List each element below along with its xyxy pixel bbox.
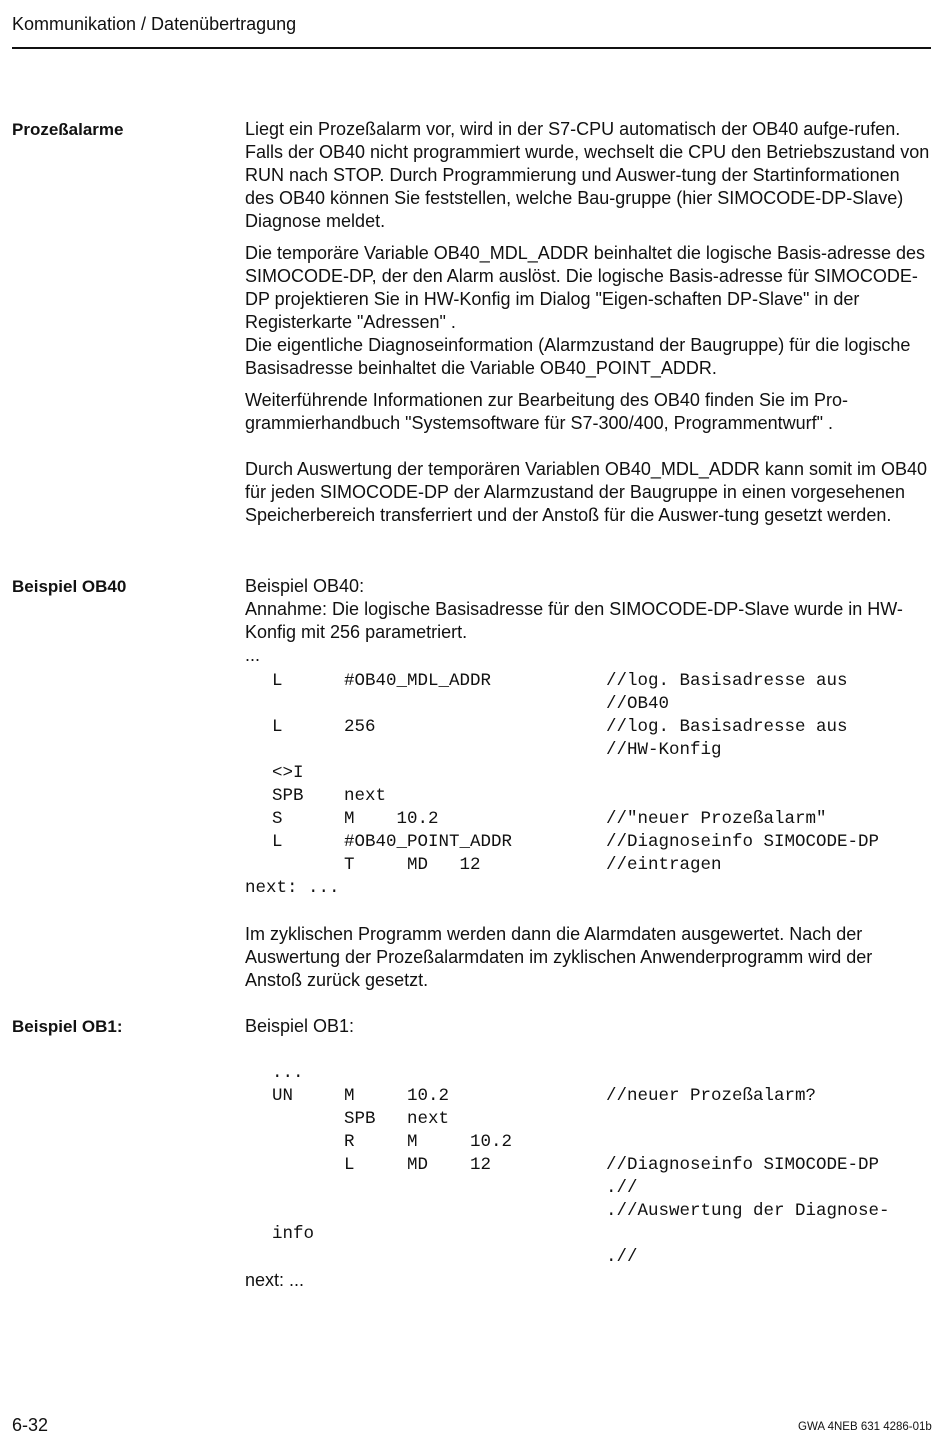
document-id: GWA 4NEB 631 4286-01b: [798, 1421, 932, 1433]
section-body-prozessalarme: [245, 118, 931, 527]
code-comment: //eintragen: [606, 855, 722, 875]
paragraph: Weiterführende Informationen zur Bearbeitung des OB40 finden Sie im Pro-grammierhandbuch "Systemsoftware für S7-300/400, Programmentwurf" .: [245, 390, 848, 433]
code-op: UN: [272, 1086, 294, 1106]
code-op: S: [272, 809, 283, 829]
page-number: 6-32: [12, 1415, 49, 1435]
code-comment: //OB40: [606, 694, 670, 714]
code-next-label: next: ...: [245, 878, 340, 898]
code-comment: //Diagnoseinfo SIMOCODE-DP: [606, 832, 880, 852]
code-comment: //Diagnoseinfo SIMOCODE-DP: [606, 1155, 880, 1175]
code-arg: R M 10.2: [344, 1132, 513, 1152]
header-rule: [12, 47, 931, 49]
section-outro-ob40: [245, 923, 931, 992]
code-arg: #OB40_MDL_ADDR: [344, 671, 492, 691]
code-next-label-ob1: next: ...: [245, 1270, 305, 1290]
running-header: Kommunikation / Datenübertragung: [12, 14, 297, 34]
code-arg: SPB next: [344, 1109, 450, 1129]
paragraph: Die eigentliche Diagnoseinformation (Alarmzustand der Baugruppe) für die logische Basisadresse beinhaltet die Variable OB40_POINT_ADDR.: [245, 335, 911, 378]
code-arg: 256: [344, 717, 376, 737]
code-comment: .//: [606, 1178, 638, 1198]
code-arg: T MD 12: [344, 855, 481, 875]
paragraph: Annahme: Die logische Basisadresse für den SIMOCODE-DP-Slave wurde in HW-Konfig mit 256 parametriert.: [245, 599, 903, 642]
code-comment: //"neuer Prozeßalarm": [606, 809, 827, 829]
paragraph: Im zyklischen Programm werden dann die Alarmdaten ausgewertet. Nach der Auswertung der Prozeßalarmdaten im zyklischen Anwenderprogramm wird der Anstoß zurück gesetzt.: [245, 924, 873, 990]
section-label-prozessalarme: Prozeßalarme: [12, 120, 124, 139]
code-op: SPB: [272, 786, 304, 806]
code-comment: .//Auswertung der Diagnose-: [606, 1201, 890, 1221]
code-arg: next: [344, 786, 387, 806]
paragraph: Die temporäre Variable OB40_MDL_ADDR beinhaltet die logische Basis-adresse des SIMOCODE-DP, der den Alarm auslöst. Die logische Basis-adresse für SIMOCODE-DP projektieren Sie in HW-Konfig im Dialog "Eigen-schaften DP-Slave" in der Registerkarte "Adressen" .: [245, 243, 926, 332]
code-arg: M 10.2: [344, 809, 439, 829]
code-comment: //log. Basisadresse aus: [606, 671, 848, 691]
section-label-beispiel-ob1: Beispiel OB1:: [12, 1017, 123, 1036]
example-title: Beispiel OB1:: [245, 1016, 355, 1036]
code-arg: L MD 12: [344, 1155, 492, 1175]
section-body-beispiel-ob40: [245, 575, 931, 667]
section-label-beispiel-ob40: Beispiel OB40: [12, 577, 127, 596]
code-op: L: [272, 832, 283, 852]
section-body-beispiel-ob1: [245, 1015, 931, 1038]
paragraph: Durch Auswertung der temporären Variablen OB40_MDL_ADDR kann somit im OB40 für jeden SIMOCODE-DP der Alarmzustand der Baugruppe in einen vorgesehenen Speicherbereich transferriert und der Anstoß für die Auswer-tung gesetzt werden.: [245, 459, 927, 525]
code-op: L: [272, 671, 283, 691]
code-arg: M 10.2: [344, 1086, 450, 1106]
code-comment: //log. Basisadresse aus: [606, 717, 848, 737]
code-op: <>I: [272, 763, 304, 783]
ellipsis: ...: [245, 645, 261, 665]
code-comment: //HW-Konfig: [606, 740, 722, 760]
code-op: ...: [272, 1063, 304, 1083]
paragraph: Liegt ein Prozeßalarm vor, wird in der S7-CPU automatisch der OB40 aufge-rufen. Falls der OB40 nicht programmiert wurde, wechselt die CPU den Betriebszustand von RUN nach STOP. Durch Programmierung und Auswer-tung der Startinformationen des OB40 können Sie feststellen, welche Bau-gruppe (hier SIMOCODE-DP-Slave) Diagnose meldet.: [245, 119, 930, 231]
code-comment: .//: [606, 1247, 638, 1267]
code-op: L: [272, 717, 283, 737]
example-title: Beispiel OB40:: [245, 576, 365, 596]
code-comment: //neuer Prozeßalarm?: [606, 1086, 817, 1106]
code-op: info: [272, 1224, 315, 1244]
code-arg: #OB40_POINT_ADDR: [344, 832, 513, 852]
